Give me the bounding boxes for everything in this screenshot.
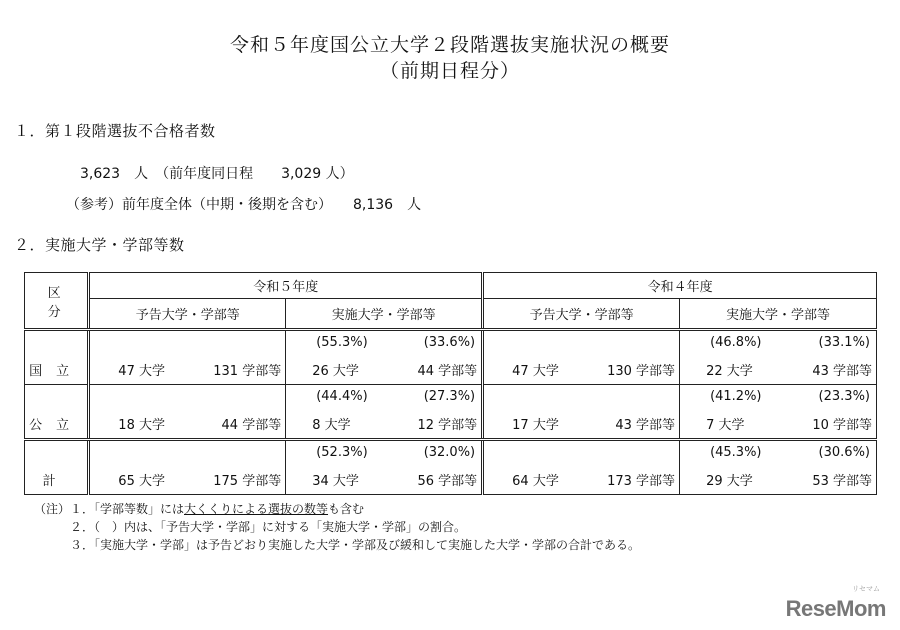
r5-jisshi-univ: 26 大学	[312, 364, 359, 379]
r5-yokoku-univ: 47 大学	[118, 364, 165, 379]
r5-yokoku-cell	[89, 440, 286, 495]
r5-jisshi-fac-pct: (32.0%)	[423, 445, 476, 460]
r4-jisshi-univ: 29 大学	[706, 474, 753, 489]
r4-jisshi-fac-pct: (30.6%)	[818, 445, 870, 460]
r5-jisshi-cell	[286, 385, 483, 440]
row-label: 計	[25, 440, 89, 495]
r4-yokoku-cell	[483, 440, 680, 495]
r4-yokoku-fac: 173 学部等	[607, 474, 676, 489]
table-row	[25, 385, 877, 440]
r5-jisshi-univ-pct: (55.3%)	[316, 335, 368, 350]
table-row	[25, 330, 877, 385]
r4-yokoku-univ: 47 大学	[512, 364, 559, 379]
note-3: ３．「実施大学・学部」は予告どおり実施した大学・学部及び緩和して実施した大学・学部の合計である。	[34, 538, 641, 552]
header-r5-jisshi: 実施大学・学部等	[286, 299, 483, 330]
r4-yokoku-fac: 130 学部等	[607, 364, 676, 379]
r4-jisshi-fac: 53 学部等	[812, 474, 872, 489]
page-subtitle: （前期日程分）	[379, 60, 520, 82]
header-r5-yokoku: 予告大学・学部等	[89, 299, 286, 330]
header-r4-jisshi: 実施大学・学部等	[680, 299, 877, 330]
r5-yokoku-fac: 44 学部等	[221, 418, 282, 433]
table-row	[25, 440, 877, 495]
r4-jisshi-cell	[680, 385, 877, 440]
r5-jisshi-fac: 56 学部等	[417, 474, 478, 489]
r5-jisshi-fac-pct: (33.6%)	[423, 335, 476, 350]
table-corner: 区 分	[25, 273, 89, 330]
r4-yokoku-univ: 64 大学	[512, 474, 559, 489]
r4-jisshi-fac-pct: (23.3%)	[818, 389, 870, 404]
r5-jisshi-fac-pct: (27.3%)	[423, 389, 476, 404]
r5-jisshi-univ-pct: (44.4%)	[316, 389, 368, 404]
implementation-table	[24, 272, 877, 495]
header-r4-yokoku: 予告大学・学部等	[483, 299, 680, 330]
resemom-logo: ReseMom	[785, 596, 886, 621]
r5-jisshi-univ: 34 大学	[312, 474, 359, 489]
r5-yokoku-fac: 175 学部等	[213, 474, 282, 489]
r5-yokoku-univ: 65 大学	[118, 474, 165, 489]
logo-subtext: リセマム	[852, 585, 880, 593]
section1-reference-line: （参考）前年度全体（中期・後期を含む） 8,136 人	[66, 197, 422, 213]
r5-yokoku-cell	[89, 330, 286, 385]
r5-jisshi-fac: 12 学部等	[417, 418, 478, 433]
notes	[34, 500, 640, 554]
r4-jisshi-univ: 22 大学	[706, 364, 753, 379]
r4-yokoku-fac: 43 学部等	[615, 418, 676, 433]
page-title: 令和５年度国公立大学２段階選抜実施状況の概要	[229, 34, 670, 56]
header-r5: 令和５年度	[89, 273, 483, 299]
r4-jisshi-fac: 10 学部等	[812, 418, 872, 433]
r4-yokoku-cell	[483, 330, 680, 385]
r5-jisshi-univ-pct: (52.3%)	[316, 445, 368, 460]
r4-jisshi-fac: 43 学部等	[812, 364, 872, 379]
r4-jisshi-univ-pct: (41.2%)	[710, 389, 762, 404]
row-label: 公立	[25, 385, 89, 440]
r4-jisshi-univ: 7 大学	[706, 418, 745, 433]
r5-yokoku-cell	[89, 385, 286, 440]
row-label: 国立	[25, 330, 89, 385]
r5-jisshi-cell	[286, 330, 483, 385]
header-r4: 令和４年度	[483, 273, 877, 299]
r4-jisshi-univ-pct: (46.8%)	[710, 335, 762, 350]
r4-jisshi-cell	[680, 440, 877, 495]
r4-jisshi-cell	[680, 330, 877, 385]
note-2: ２．（ ）内は、「予告大学・学部」に対する「実施大学・学部」の割合。	[34, 520, 467, 534]
r5-jisshi-fac: 44 学部等	[417, 364, 478, 379]
r4-yokoku-cell	[483, 385, 680, 440]
r5-yokoku-fac: 131 学部等	[213, 364, 282, 379]
r5-jisshi-cell	[286, 440, 483, 495]
note-1: （注）１．「学部等数」には大くくりによる選抜の数等も含む	[34, 502, 365, 516]
section1-heading: １．第１段階選抜不合格者数	[14, 122, 216, 140]
r4-yokoku-univ: 17 大学	[512, 418, 559, 433]
r5-yokoku-univ: 18 大学	[118, 418, 165, 433]
section2-heading: ２．実施大学・学部等数	[14, 236, 185, 254]
r4-jisshi-univ-pct: (45.3%)	[710, 445, 762, 460]
section1-count-line: 3,623 人 （前年度同日程 3,029 人）	[80, 166, 354, 182]
r5-jisshi-univ: 8 大学	[312, 418, 351, 433]
r4-jisshi-fac-pct: (33.1%)	[818, 335, 870, 350]
